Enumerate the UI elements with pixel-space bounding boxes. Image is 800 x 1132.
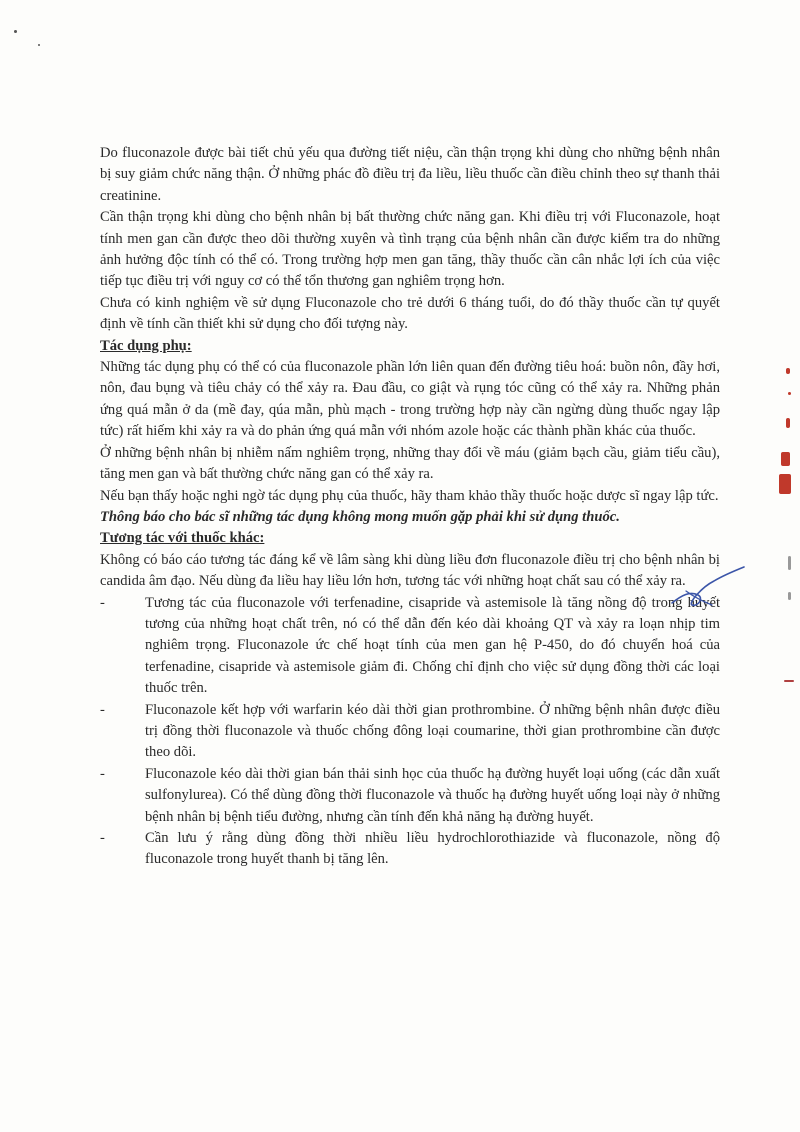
- list-item: [100, 828, 720, 871]
- bullet-dash: -: [100, 830, 105, 846]
- edge-stamp-mark: [788, 592, 791, 600]
- scan-speck: [38, 44, 40, 46]
- list-item: [100, 764, 720, 828]
- paragraph-interactions-intro: Không có báo cáo tương tác đáng kể về lâm sàng khi dùng liều đơn fluconazole điều trị cho bệnh nhân bị candida âm đạo. Nếu dùng đa liều hay liều lớn hơn, tương tác với những hoạt chất sau có thể xảy ra.: [100, 551, 720, 590]
- list-item: [100, 593, 720, 700]
- bullet-text: Fluconazole kéo dài thời gian bán thải sinh học của thuốc hạ đường huyết loại uống (các dẫn xuất sulfonylurea). Có thể dùng đồng thời fluconazole và thuốc hạ đường huyết uống loại này ở những bệnh nhân bị bệnh tiểu đường, nhưng cần tính đến khả năng hạ đường huyết.: [145, 765, 720, 825]
- paragraph-side-effects-blood: Ở những bệnh nhân bị nhiễm nấm nghiêm trọng, những thay đổi về máu (giảm bạch cầu, giảm tiểu cầu), tăng men gan và bất thường chức năng gan có thể xảy ra.: [100, 444, 720, 483]
- interactions-heading: Tương tác với thuốc khác:: [100, 530, 265, 547]
- bullet-dash: -: [100, 701, 105, 718]
- paragraph-hepatic: Cần thận trọng khi dùng cho bệnh nhân bị bất thường chức năng gan. Khi điều trị với Fluconazole, hoạt tính men gan cần được theo dõi thường xuyên và tình trạng của bệnh nhân cần được kiểm tra do những ảnh hưởng độc tính có thể có. Trong trường hợp men gan tăng, thầy thuốc cần cân nhắc lợi ích của việc tiếp tục điều trị với nguy cơ có thể tổn thương gan nghiêm trọng hơn.: [100, 209, 720, 290]
- notice-statement: Thông báo cho bác sĩ những tác dụng không mong muốn gặp phải khi sử dụng thuốc.: [100, 508, 620, 525]
- edge-stamp-mark: [779, 474, 791, 494]
- edge-stamp-mark: [781, 452, 790, 466]
- bullet-text: Tương tác của fluconazole với terfenadine, cisapride và astemisole là tăng nồng độ trong huyết tương của những hoạt chất trên, nó có thể dẫn đến kéo dài khoảng QT và xảy ra loạn nhịp tim nghiêm trọng. Fluconazole ức chế hoạt tính của men gan hệ P-450, do đó chuyển hoá của terfenadine, cisapride và astemisole giảm đi. Chống chỉ định cho việc sử dụng đồng thời các loại thuốc trên.: [145, 594, 720, 697]
- paragraph-side-effects-gi: Những tác dụng phụ có thể có của fluconazole phần lớn liên quan đến đường tiêu hoá: buồn nôn, đầy hơi, nôn, đau bụng và tiêu chảy có thể xảy ra. Đau đầu, co giật và rụng tóc cũng có thể xảy ra. Những phản ứng quá mẫn ở da (mề đay, qúa mẫn, phù mạch - trong trường hợp này cần ngừng dùng thuốc ngay lập tức) rất hiếm khi xảy ra và do phản ứng quá mẫn với nhóm azole hoặc các thành phần khác của thuốc.: [100, 359, 720, 440]
- side-effects-heading: Tác dụng phụ:: [100, 337, 192, 354]
- signature-mark: [668, 565, 748, 615]
- edge-stamp-mark: [788, 556, 791, 570]
- paragraph-pediatric: Chưa có kinh nghiệm về sử dụng Fluconazole cho trẻ dưới 6 tháng tuổi, do đó thầy thuốc cần tự quyết định về tính cần thiết khi sử dụng cho đối tượng này.: [100, 294, 720, 333]
- edge-stamp-mark: [784, 680, 794, 682]
- document-body: [100, 143, 720, 871]
- paragraph-renal: Do fluconazole được bài tiết chủ yếu qua đường tiết niệu, cần thận trọng khi dùng cho những bệnh nhân bị suy giảm chức năng thận. Ở những phác đồ điều trị đa liều, liều thuốc cần điều chỉnh theo sự thanh thải creatinine.: [100, 145, 720, 204]
- paragraph-consult: Nếu bạn thấy hoặc nghi ngờ tác dụng phụ của thuốc, hãy tham khảo thầy thuốc hoặc dược sĩ ngay lập tức.: [100, 487, 719, 504]
- edge-stamp-mark: [786, 368, 790, 374]
- edge-stamp-mark: [788, 392, 791, 395]
- bullet-text: Fluconazole kết hợp với warfarin kéo dài thời gian prothrombine. Ở những bệnh nhân được điều trị đồng thời fluconazole và thuốc chống đông loại coumarine, thời gian prothrombine cần được theo dõi.: [145, 701, 720, 761]
- scan-speck: [14, 30, 17, 33]
- list-item: [100, 700, 720, 764]
- bullet-dash: -: [100, 765, 105, 782]
- edge-stamp-mark: [786, 418, 790, 428]
- bullet-dash: -: [100, 594, 105, 611]
- bullet-text: Cần lưu ý rằng dùng đồng thời nhiều liều hydrochlorothiazide và fluconazole, nồng độ fluconazole trong huyết thanh bị tăng lên.: [145, 830, 720, 868]
